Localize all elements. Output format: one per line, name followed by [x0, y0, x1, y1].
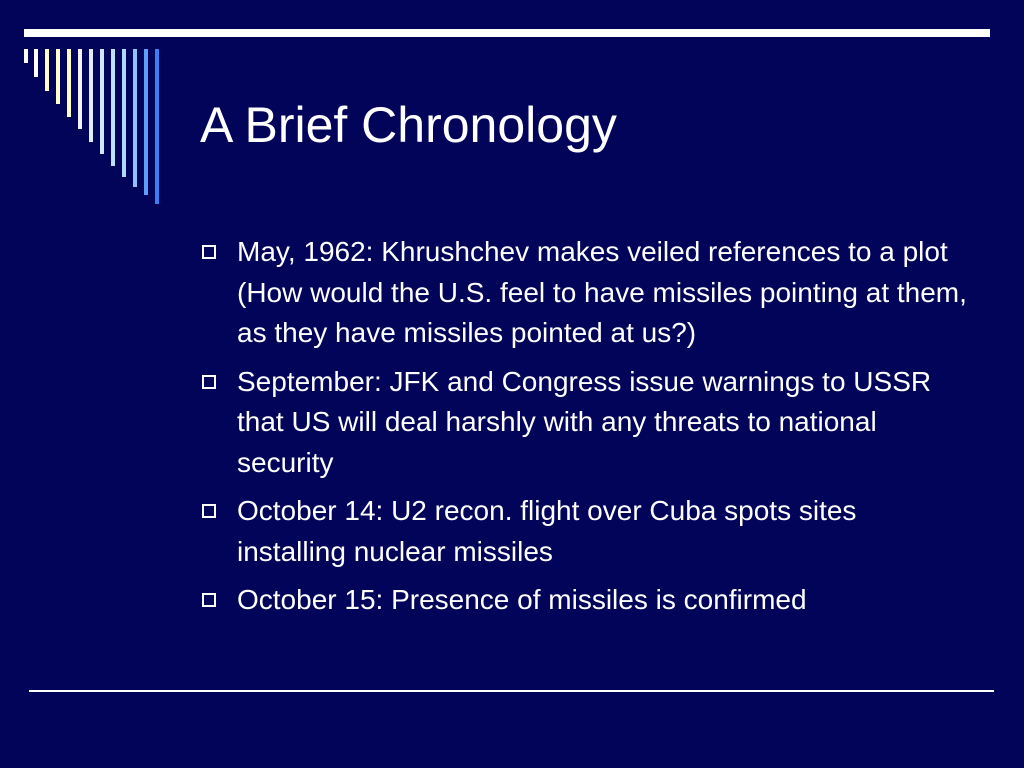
hollow-square-bullet-icon — [202, 504, 216, 518]
hollow-square-bullet-icon — [202, 593, 216, 607]
bullet-text: May, 1962: Khrushchev makes veiled references to a plot (How would the U.S. feel to have missiles pointing at them, as they have missiles pointed at us?) — [237, 236, 967, 348]
decorative-bar — [45, 49, 49, 91]
decorative-bar — [56, 49, 60, 104]
decorative-bar — [100, 49, 104, 154]
slide-title: A Brief Chronology — [200, 97, 617, 153]
hollow-square-bullet-icon — [202, 245, 216, 259]
bullet-item — [202, 232, 972, 354]
decorative-bar — [67, 49, 71, 117]
bullet-text: September: JFK and Congress issue warnings to USSR that US will deal harshly with any threats to national security — [237, 365, 932, 478]
bullet-text: October 14: U2 recon. flight over Cuba spots sites installing nuclear missiles — [237, 495, 857, 567]
bullet-item — [202, 491, 972, 572]
decorative-bar — [78, 49, 82, 129]
bottom-rule — [29, 690, 994, 692]
decorative-bar — [155, 49, 159, 204]
decorative-bar — [133, 49, 137, 187]
decorative-bar — [89, 49, 93, 142]
top-rule — [24, 29, 990, 37]
bullet-item — [202, 362, 972, 484]
decorative-bar — [122, 49, 126, 177]
decorative-bar — [111, 49, 115, 166]
decorative-bar — [144, 49, 148, 195]
bullet-text: October 15: Presence of missiles is confirmed — [237, 584, 807, 615]
bullet-item — [202, 580, 972, 621]
decorative-bar — [24, 49, 28, 63]
hollow-square-bullet-icon — [202, 375, 216, 389]
bullet-list — [202, 232, 972, 629]
decorative-bar — [34, 49, 38, 77]
